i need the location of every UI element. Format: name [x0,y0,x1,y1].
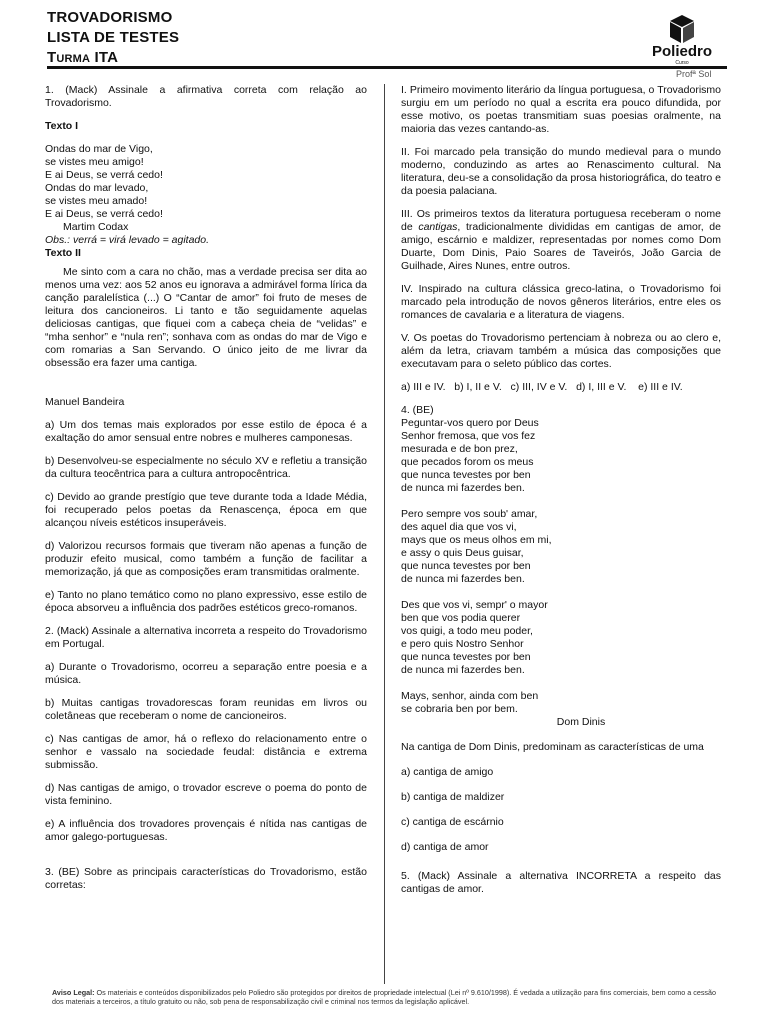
q2-option-e: e) A influência dos trovadores provençais é nítida nas cantigas de amor galego-portuguesas. [45,818,367,843]
question-2-intro: 2. (Mack) Assinale a alternativa incorreta a respeito do Trovadorismo em Portugal. [45,625,367,650]
q2-option-a: a) Durante o Trovadorismo, ocorreu a separação entre poesia e a música. [45,661,367,686]
q2-option-d: d) Nas cantigas de amigo, o trovador escreve o poema do ponto de vista feminino. [45,782,367,807]
legal-notice-text: Os materiais e conteúdos disponibilizados pelo Poliedro são protegidos por direitos de propriedade intelectual (Lei nº 9.610/1998). É vedada a utilização para fins comerciais, bem como a cessão dos materiais a terceiros, a título gratuito ou não, sob pena de responsabilização civil e criminal nos termos da legislação aplicável. [52,988,716,1006]
q1-option-e: e) Tanto no plano temático como no plano expressivo, esse estilo de época absorveu a influência dos padrões estéticos greco-romanos. [45,589,367,614]
q4-option-d: d) cantiga de amor [401,841,489,853]
header-rule [47,66,727,69]
page-header [47,8,727,68]
poem-1-author: Martim Codax [63,221,129,233]
q1-option-d: d) Valorizou recursos formais que tiveram não apenas a função de produzir efeito musical, como também a função de facilitar a memorização, já que as composições eram transmitidas oralmente. [45,540,367,578]
poem-stanza-1: Peguntar-vos quero por Deus Senhor fremosa, que vos fez mesurada e de bon prez, que pecados forom os meus que nunca tevestes por ben de nunca mi fazerdes ben. [401,417,539,494]
question-4-stem: Na cantiga de Dom Dinis, predominam as características de uma [401,741,704,753]
q4-option-c: c) cantiga de escárnio [401,816,504,828]
q2-option-b: b) Muitas cantigas trovadorescas foram reunidas em livros ou coletâneas que receberam o nome de cancioneiros. [45,697,367,722]
question-4-intro: 4. (BE) [401,404,434,416]
cube-icon [669,14,695,44]
poem-stanza-2: Pero sempre vos soub' amar, des aquel dia que vos vi, mays que os meus olhos em mi, e assy o quis Deus guisar, que nunca tevestes por ben de nunca mi fazerdes ben. [401,508,552,585]
q3-item-III-cantigas: cantigas [418,221,458,233]
q3-item-I: I. Primeiro movimento literário da língua portuguesa, o Trovadorismo surgiu em um período no qual a escrita era pouco difundida, por esse motivo, os poetas transmitiam suas poesias oralmente, na maioria das vezes cantando-as. [401,84,721,135]
header-class: Turma ITA [47,49,119,66]
logo-sub: Curso [675,60,689,66]
poem-1-obs: Obs.: verrá = virá levado = agitado. [45,234,210,246]
legal-notice-label: Aviso Legal: [52,988,95,997]
poem-stanza-3: Des que vos vi, sempr' o mayor ben que vos podia querer vos quigi, a todo meu poder, e pero quis Nostro Senhor que nunca tevestes por ben de nunca mi fazerdes ben. [401,599,548,676]
q3-item-V: V. Os poetas do Trovadorismo pertenciam à nobreza ou ao clero e, além da letra, criavam também a música das composições que executavam para o seleto público das cortes. [401,332,721,370]
texto-2: Me sinto com a cara no chão, mas a verdade precisa ser dita ao menos uma vez: aos 52 anos eu ignorava a admirável forma lírica da canção paralelística (...) O “Cantar de amor” foi fruto de meses de leitura dos cancioneiros. Li tanto e tão seguidamente aquelas deliciosas cantigas, que fiquei com a cabeça cheia de “velidas” e “mha senhor” e “nula ren”; sonhava com as ondas do mar de Vigo e com romarias a San Servando. O único jeito de me livrar da obsessão era fazer uma cantiga. [45,266,367,369]
q3-item-IV: IV. Inspirado na cultura clássica greco-latina, o Trovadorismo foi marcado pela introdução de novos gêneros literários, entre eles os romances de cavalaria e a literatura de viagens. [401,283,721,321]
q1-option-c: c) Devido ao grande prestígio que teve durante toda a Idade Média, foi recuperado pelos poetas da Renascença, época em que alcançou níveis estéticos insuperáveis. [45,491,367,529]
teacher-name: Profª Sol [676,69,712,79]
question-5-intro: 5. (Mack) Assinale a alternativa INCORRETA a respeito das cantigas de amor. [401,870,721,895]
q3-item-III-part1: III. Os primeiros textos da literatura portuguesa receberam o nome de [401,208,721,233]
right-column [401,84,721,906]
q3-options: a) III e IV. b) I, II e V. c) III, IV e V. d) I, III e V. e) III e IV. [401,381,683,393]
poem-author: Dom Dinis [556,716,606,728]
column-divider [384,84,385,984]
q2-option-c: c) Nas cantigas de amor, há o reflexo do relacionamento entre o senhor e vassalo na sociedade feudal: distância e extrema submissão. [45,733,367,771]
texto-2-author: Manuel Bandeira [45,396,125,408]
poem-stanza-4: Mays, senhor, ainda com ben se cobraria ben por bem. [401,690,539,715]
header-title: TROVADORISMO [47,9,173,26]
q3-item-II: II. Foi marcado pela transição do mundo medieval para o mundo moderno, conduzindo as artes ao Renascimento cultural. Na literatura, deu-se a consolidação da prosa historiográfica, do teatro e da poesia palaciana. [401,146,721,197]
poliedro-logo [637,14,727,66]
legal-notice [52,988,716,1006]
q1-option-b: b) Desenvolveu-se especialmente no século XV e refletiu a transição da cultura teocêntrica para a cultura antropocêntrica. [45,455,367,480]
q1-option-a: a) Um dos temas mais explorados por esse estilo de época é a exaltação do amor sensual entre nobres e mulheres camponesas. [45,419,367,444]
question-1-intro: 1. (Mack) Assinale a afirmativa correta com relação ao Trovadorismo. [45,84,367,109]
q4-option-a: a) cantiga de amigo [401,766,494,778]
q4-option-b: b) cantiga de maldizer [401,791,505,803]
poem-1: Ondas do mar de Vigo, se vistes meu amigo! E ai Deus, se verrá cedo! Ondas do mar levado, se vistes meu amado! E ai Deus, se verrá cedo! [45,143,163,220]
texto-2-label: Texto II [45,247,81,259]
q3-item-III-part2: , tradicionalmente divididas em cantigas de amor, de amigo, escárnio e maldizer, representadas por nomes como Dom Duarte, Dom Dinis, Paio Soares de Taveirós, João Garcia de Guilhade, Aires Nunes, entre outros. [401,221,721,272]
left-column [45,84,367,902]
texto-1-label: Texto I [45,120,79,132]
logo-name: Poliedro [651,43,712,60]
q3-item-III [401,208,721,273]
header-subtitle: LISTA DE TESTES [47,29,180,46]
question-3-intro: 3. (BE) Sobre as principais características do Trovadorismo, estão corretas: [45,866,367,891]
